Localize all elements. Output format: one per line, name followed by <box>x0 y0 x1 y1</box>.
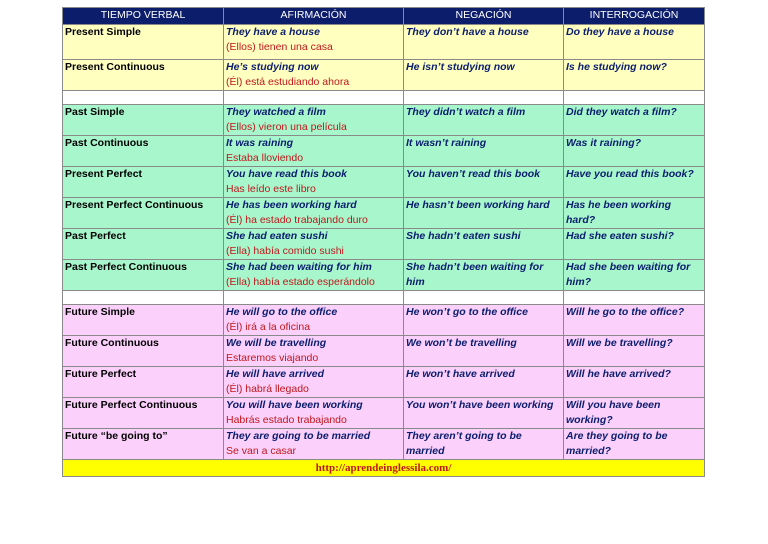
affirmative-cell <box>224 398 404 429</box>
affirmative-english: He’s studying now <box>226 61 319 73</box>
tense-name: Past Perfect Continuous <box>63 260 224 291</box>
affirmative-english: They watched a film <box>226 106 326 118</box>
group-separator <box>63 91 705 105</box>
interrogative-cell: Will he have arrived? <box>564 367 705 398</box>
affirmative-cell <box>224 136 404 167</box>
interrogative-cell: Had she been waiting for him? <box>564 260 705 291</box>
affirmative-spanish: (Ellos) vieron una película <box>226 121 347 133</box>
affirmative-spanish: Habrás estado trabajando <box>226 414 347 426</box>
interrogative-cell: Will he go to the office? <box>564 305 705 336</box>
affirmative-spanish: (Él) está estudiando ahora <box>226 76 350 88</box>
affirmative-spanish: (Ella) había comido sushi <box>226 245 344 257</box>
negative-cell: They aren’t going to be married <box>404 429 564 460</box>
header-negative: NEGACIÓN <box>404 8 564 25</box>
interrogative-cell: Have you read this book? <box>564 167 705 198</box>
affirmative-english: He will have arrived <box>226 368 325 380</box>
table-row <box>63 305 705 336</box>
affirmative-cell <box>224 367 404 398</box>
header-affirmative: AFIRMACIÓN <box>224 8 404 25</box>
negative-cell: You won’t have been working <box>404 398 564 429</box>
affirmative-english: He will go to the office <box>226 306 338 318</box>
header-tense: TIEMPO VERBAL <box>63 8 224 25</box>
table-row <box>63 105 705 136</box>
negative-cell: You haven’t read this book <box>404 167 564 198</box>
affirmative-spanish: Has leído este libro <box>226 183 316 195</box>
tense-name: Future Perfect Continuous <box>63 398 224 429</box>
affirmative-english: She had been waiting for him <box>226 261 372 273</box>
affirmative-spanish: Estaba lloviendo <box>226 152 304 164</box>
tense-name: Present Perfect Continuous <box>63 198 224 229</box>
affirmative-english: You will have been working <box>226 399 363 411</box>
interrogative-cell: Was it raining? <box>564 136 705 167</box>
negative-cell: It wasn’t raining <box>404 136 564 167</box>
negative-cell: He isn’t studying now <box>404 60 564 91</box>
interrogative-cell: Do they have a house <box>564 25 705 60</box>
tense-name: Future Simple <box>63 305 224 336</box>
affirmative-cell <box>224 429 404 460</box>
table-row <box>63 336 705 367</box>
table-row <box>63 167 705 198</box>
negative-cell: She hadn’t eaten sushi <box>404 229 564 260</box>
affirmative-cell <box>224 229 404 260</box>
table-header-row <box>63 8 705 25</box>
negative-cell: We won’t be travelling <box>404 336 564 367</box>
negative-cell: He hasn’t been working hard <box>404 198 564 229</box>
affirmative-spanish: Se van a casar <box>226 445 297 457</box>
negative-cell: He won’t have arrived <box>404 367 564 398</box>
table-row <box>63 398 705 429</box>
tense-name: Past Perfect <box>63 229 224 260</box>
footer-url[interactable]: http://aprendeinglessila.com/ <box>63 460 705 477</box>
tense-name: Present Perfect <box>63 167 224 198</box>
table-row <box>63 367 705 398</box>
affirmative-spanish: (Él) irá a la oficina <box>226 321 311 333</box>
table-row <box>63 136 705 167</box>
tense-name: Future Continuous <box>63 336 224 367</box>
affirmative-spanish: (Ellos) tienen una casa <box>226 41 333 53</box>
interrogative-cell: Has he been working hard? <box>564 198 705 229</box>
affirmative-cell <box>224 25 404 60</box>
affirmative-english: It was raining <box>226 137 294 149</box>
table-row <box>63 429 705 460</box>
affirmative-english: They are going to be married <box>226 430 371 442</box>
interrogative-cell: Will we be travelling? <box>564 336 705 367</box>
interrogative-cell: Will you have been working? <box>564 398 705 429</box>
interrogative-cell: Are they going to be married? <box>564 429 705 460</box>
affirmative-cell <box>224 198 404 229</box>
table-row <box>63 25 705 60</box>
affirmative-cell <box>224 105 404 136</box>
affirmative-english: He has been working hard <box>226 199 357 211</box>
tense-name: Present Simple <box>63 25 224 60</box>
affirmative-spanish: (Él) habrá llegado <box>226 383 309 395</box>
footer-row <box>63 460 705 477</box>
tense-name: Present Continuous <box>63 60 224 91</box>
negative-cell: They don’t have a house <box>404 25 564 60</box>
affirmative-cell <box>224 60 404 91</box>
table-row <box>63 229 705 260</box>
header-interrogative: INTERROGACIÓN <box>564 8 705 25</box>
affirmative-english: You have read this book <box>226 168 347 180</box>
negative-cell: She hadn’t been waiting for him <box>404 260 564 291</box>
affirmative-cell <box>224 336 404 367</box>
affirmative-english: She had eaten sushi <box>226 230 328 242</box>
verb-tenses-table <box>62 7 705 477</box>
affirmative-cell <box>224 167 404 198</box>
table-row <box>63 260 705 291</box>
table-row <box>63 198 705 229</box>
negative-cell: They didn’t watch a film <box>404 105 564 136</box>
affirmative-english: We will be travelling <box>226 337 327 349</box>
tense-name: Past Simple <box>63 105 224 136</box>
interrogative-cell: Is he studying now? <box>564 60 705 91</box>
interrogative-cell: Had she eaten sushi? <box>564 229 705 260</box>
affirmative-spanish: Estaremos viajando <box>226 352 319 364</box>
negative-cell: He won’t go to the office <box>404 305 564 336</box>
interrogative-cell: Did they watch a film? <box>564 105 705 136</box>
table-row <box>63 60 705 91</box>
affirmative-cell <box>224 260 404 291</box>
tense-name: Future Perfect <box>63 367 224 398</box>
tense-name: Future “be going to” <box>63 429 224 460</box>
affirmative-cell <box>224 305 404 336</box>
affirmative-english: They have a house <box>226 26 320 38</box>
affirmative-spanish: (Él) ha estado trabajando duro <box>226 214 368 226</box>
affirmative-spanish: (Ella) había estado esperándolo <box>226 276 375 288</box>
group-separator <box>63 291 705 305</box>
tense-name: Past Continuous <box>63 136 224 167</box>
